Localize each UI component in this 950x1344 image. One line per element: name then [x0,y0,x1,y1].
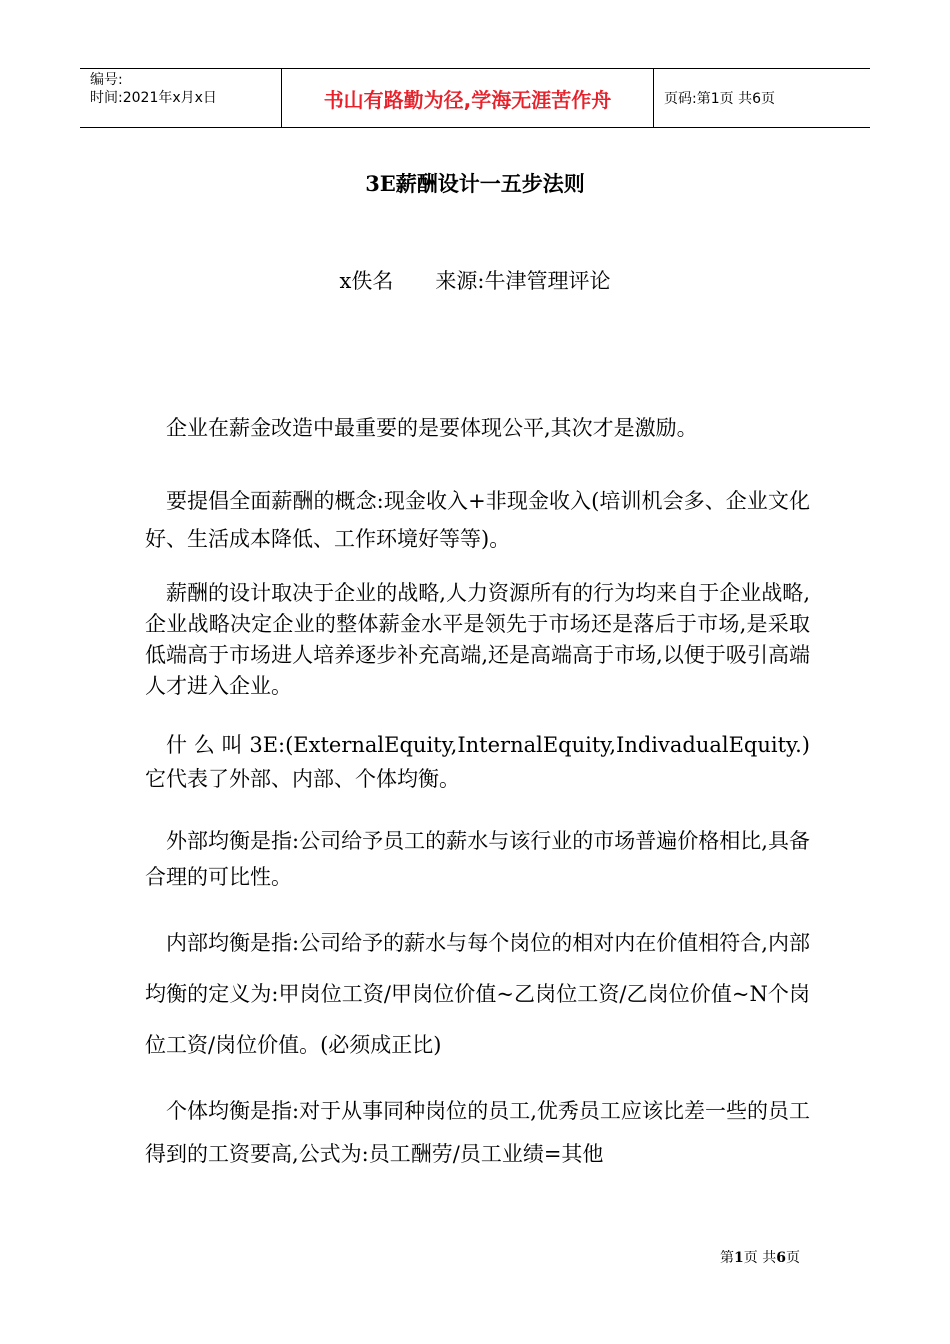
paragraph: 个体均衡是指:对于从事同种岗位的员工,优秀员工应该比差一些的员工得到的工资要高,公式为:员工酬劳/员工业绩=其他 [145,1099,810,1166]
paragraph: 什么叫3E:(ExternalEquity,InternalEquity,IndivadualEquity.)它代表了外部、内部、个体均衡。 [145,733,810,791]
page-footer [720,1247,800,1267]
paragraph: 内部均衡是指:公司给予的薪水与每个岗位的相对内在价值相符合,内部均衡的定义为:甲岗位工资/甲岗位价值~乙岗位工资/乙岗位价值~N个岗位工资/岗位价值。(必须成正比) [145,931,810,1057]
header-meta [80,69,282,127]
footer-page-number: 1 [734,1250,744,1266]
footer-middle: 页 共 [743,1250,777,1266]
page-header [80,68,870,128]
footer-prefix: 第 [720,1250,734,1266]
header-motto: 书山有路勤为径,学海无涯苦作舟 [282,69,654,127]
document-byline: x佚名 来源:牛津管理评论 [339,269,611,293]
paragraph: 外部均衡是指:公司给予员工的薪水与该行业的市场普遍价格相比,具备合理的可比性。 [145,829,810,889]
document-time-label: 时间:2021年x月x日 [90,90,217,106]
paragraph: 企业在薪金改造中最重要的是要体现公平,其次才是激励。 [166,416,698,440]
paragraph: 要提倡全面薪酬的概念:现金收入+非现金收入(培训机会多、企业文化好、生活成本降低、工作环境好等等)。 [145,489,810,551]
document-title: 3E薪酬设计一五步法则 [365,171,585,196]
footer-suffix: 页 [785,1250,800,1266]
header-page-label: 页码:第1页 共6页 [664,91,775,107]
footer-total-pages: 6 [776,1250,786,1266]
paragraph: 薪酬的设计取决于企业的战略,人力资源所有的行为均来自于企业战略,企业战略决定企业的整体薪金水平是领先于市场还是落后于市场,是采取低端高于市场进人培养逐步补充高端,还是高端高于市场,以便于吸引高端人才进入企业。 [145,581,810,698]
document-number-label: 编号: [90,72,123,88]
